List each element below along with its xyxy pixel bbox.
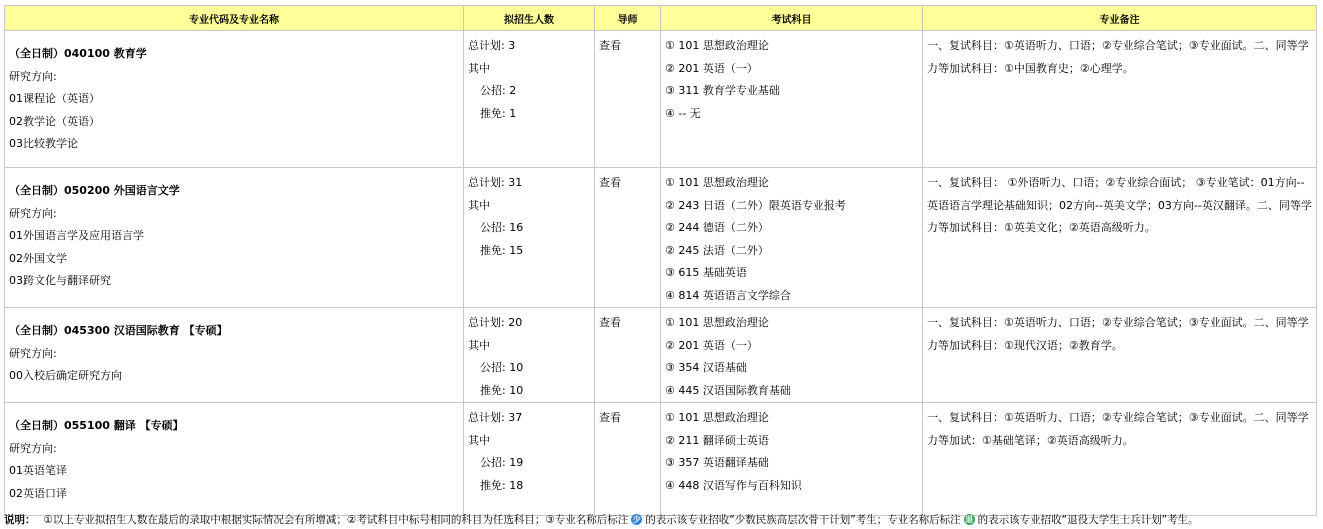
minority-plan-icon: 少: [632, 515, 641, 524]
program-name: （全日制）055100 翻译 【专硕】: [9, 419, 184, 432]
program-cell: [5, 31, 464, 168]
remarks-cell: [923, 403, 1317, 516]
enrollment-line: 其中: [468, 338, 490, 352]
research-direction: 03跨文化与翻译研究: [9, 274, 111, 287]
tutor-cell: [595, 31, 661, 168]
exam-subject: ① 101 思想政治理论: [665, 39, 769, 52]
view-tutor-link[interactable]: 查看: [599, 39, 621, 52]
enrollment-line: 推免: 15: [480, 243, 524, 257]
program-name: （全日制）050200 外国语言文学: [9, 184, 180, 197]
exam-subject: ② 244 德语（二外）: [665, 221, 769, 234]
header-subjects: 考试科目: [661, 6, 923, 31]
exam-subject: ② 201 英语（一）: [665, 61, 758, 75]
research-direction: 01英语笔译: [9, 464, 67, 477]
subjects-cell: [661, 168, 923, 308]
enrollment-line: 公招: 16: [480, 221, 524, 234]
research-direction: 02外国文学: [9, 251, 67, 265]
program-cell: [5, 308, 464, 403]
exam-subject: ③ 615 基础英语: [665, 266, 747, 279]
program-remark: 一、复试科目：①英语听力、口语；②专业综合笔试；③专业面试。二、同等学力等加试：①基础笔译；②英语高级听力。: [927, 411, 1309, 447]
exam-subject: ③ 311 教育学专业基础: [665, 84, 780, 97]
research-direction: 01外国语言学及应用语言学: [9, 229, 144, 242]
remarks-cell: [923, 31, 1317, 168]
remarks-cell: [923, 168, 1317, 308]
enrollment-line: 其中: [468, 61, 490, 75]
research-direction: 00入校后确定研究方向: [9, 369, 122, 382]
direction-label: 研究方向:: [9, 346, 57, 360]
enrollment-line: 推免: 1: [480, 106, 517, 120]
header-enrollment: 拟招生人数: [464, 6, 595, 31]
program-name: （全日制）040100 教育学: [9, 47, 147, 60]
enrollment-cell: [464, 403, 595, 516]
program-table: [4, 5, 1317, 516]
exam-subject: ④ 445 汉语国际教育基础: [665, 383, 791, 397]
exam-subject: ② 211 翻译硕士英语: [665, 433, 769, 447]
subjects-cell: [661, 308, 923, 403]
footer-text-1: ①以上专业拟招生人数在最后的录取中根据实际情况会有所增减；②考试科目中标号相同的科目为任选科目；③专业名称后标注: [43, 514, 629, 526]
remarks-cell: [923, 308, 1317, 403]
enrollment-cell: [464, 168, 595, 308]
research-direction: 02英语口译: [9, 486, 67, 500]
enrollment-line: 推免: 10: [480, 383, 524, 397]
exam-subject: ③ 357 英语翻译基础: [665, 456, 769, 469]
table-row: [5, 403, 1317, 516]
exam-subject: ② 201 英语（一）: [665, 338, 758, 352]
view-tutor-link[interactable]: 查看: [599, 316, 621, 329]
exam-subject: ④ 448 汉语写作与百科知识: [665, 478, 802, 492]
tutor-cell: [595, 403, 661, 516]
enrollment-line: 总计划: 37: [468, 411, 523, 424]
program-cell: [5, 403, 464, 516]
exam-subject: ④ -- 无: [665, 106, 701, 120]
research-direction: 01课程论（英语）: [9, 92, 100, 105]
enrollment-cell: [464, 31, 595, 168]
tutor-cell: [595, 308, 661, 403]
research-direction: 02教学论（英语）: [9, 114, 100, 128]
table-row: [5, 168, 1317, 308]
exam-subject: ② 245 法语（二外）: [665, 243, 769, 257]
enrollment-line: 公招: 10: [480, 361, 524, 374]
program-remark: 一、复试科目：①英语听力、口语；②专业综合笔试；③专业面试。二、同等学力等加试科目：①中国教育史；②心理学。: [927, 39, 1309, 75]
exam-subject: ③ 354 汉语基础: [665, 361, 747, 374]
enrollment-line: 总计划: 3: [468, 39, 516, 52]
header-remarks: 专业备注: [923, 6, 1317, 31]
enrollment-line: 推免: 18: [480, 478, 524, 492]
exam-subject: ① 101 思想政治理论: [665, 316, 769, 329]
exam-subject: ① 101 思想政治理论: [665, 411, 769, 424]
direction-label: 研究方向:: [9, 69, 57, 83]
enrollment-line: 公招: 2: [480, 84, 517, 97]
header-tutor: 导师: [595, 6, 661, 31]
enrollment-line: 其中: [468, 198, 490, 212]
table-header-row: [5, 6, 1317, 31]
veteran-plan-icon: 退: [965, 515, 974, 524]
table-row: [5, 31, 1317, 168]
enrollment-line: 总计划: 20: [468, 316, 523, 329]
enrollment-cell: [464, 308, 595, 403]
view-tutor-link[interactable]: 查看: [599, 411, 621, 424]
research-direction: 03比较教学论: [9, 137, 78, 150]
view-tutor-link[interactable]: 查看: [599, 176, 621, 189]
subjects-cell: [661, 31, 923, 168]
program-remark: 一、复试科目：①英语听力、口语；②专业综合笔试；③专业面试。二、同等学力等加试科目：①现代汉语；②教育学。: [927, 316, 1309, 352]
footer-text-2: 的表示该专业招收“少数民族高层次骨干计划”考生；专业名称后标注: [645, 514, 961, 526]
exam-subject: ④ 814 英语语言文学综合: [665, 288, 791, 302]
footer-text-3: 的表示该专业招收“退役大学生士兵计划”考生。: [977, 514, 1199, 526]
footer-label: 说明：: [4, 514, 36, 526]
header-program: 专业代码及专业名称: [5, 6, 464, 31]
exam-subject: ① 101 思想政治理论: [665, 176, 769, 189]
program-remark: 一、复试科目： ①外语听力、口语；②专业综合面试； ③专业笔试：01方向--英语语言学理论基础知识；02方向--英美文学；03方向--英汉翻译。二、同等学力等加试科目：①英美文化；②英语高级听力。: [927, 176, 1312, 234]
direction-label: 研究方向:: [9, 441, 57, 455]
tutor-cell: [595, 168, 661, 308]
enrollment-line: 公招: 19: [480, 456, 524, 469]
table-row: [5, 308, 1317, 403]
footer-note: [4, 512, 1320, 527]
enrollment-line: 总计划: 31: [468, 176, 523, 189]
subjects-cell: [661, 403, 923, 516]
direction-label: 研究方向:: [9, 206, 57, 220]
enrollment-line: 其中: [468, 433, 490, 447]
exam-subject: ② 243 日语（二外）限英语专业报考: [665, 198, 846, 212]
program-name: （全日制）045300 汉语国际教育 【专硕】: [9, 324, 228, 337]
program-cell: [5, 168, 464, 308]
